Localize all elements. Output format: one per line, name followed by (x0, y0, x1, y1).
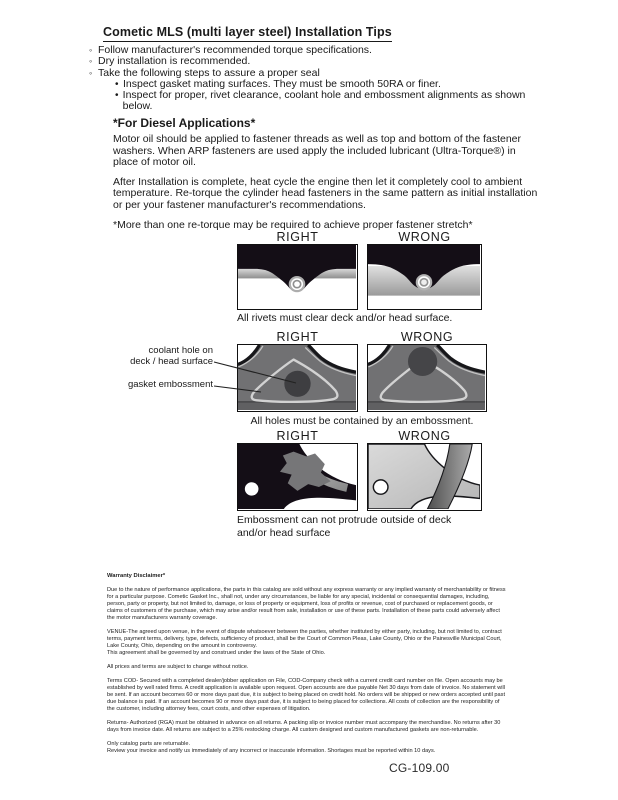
right-label: RIGHT (276, 429, 319, 443)
embossment-caption (237, 514, 477, 540)
tip-text: Take the following steps to assure a proper seal (98, 66, 320, 79)
rivet-caption: All rivets must clear deck and/or head surface. (237, 312, 453, 324)
wrong-label: WRONG (398, 429, 451, 443)
list-item (89, 90, 539, 113)
coolant-hole-wrong-diagram (367, 344, 487, 412)
disclaimer-paragraph: This agreement shall be governed by and construed under the laws of the State of Ohio. (107, 650, 326, 656)
gasket-embossment-label: gasket embossment (127, 379, 213, 390)
coolant-hole-label (100, 345, 213, 367)
rivet-wrong-diagram (367, 244, 482, 310)
filled-bullet-icon: • (115, 90, 119, 102)
wrong-label: WRONG (400, 330, 454, 344)
page-title: Cometic MLS (multi layer steel) Installation Tips (103, 25, 392, 42)
tip-text: Follow manufacturer's recommended torque specifications. (98, 44, 372, 56)
installation-tips-list (89, 45, 539, 113)
retorque-note: *More than one re-torque may be required to achieve proper fastener stretch* (113, 219, 473, 232)
open-bullet-icon: ◦ (89, 56, 93, 67)
disclaimer-paragraph: Due to the nature of performance applications, the parts in this catalog are sold without any express warranty or any implied warranty of merchantability or fitness for a particular purpose. Cometic Gasket Inc., shall not, under any circumstances, be liable for any special, incidental or consequential damages, including, person, party or property, but not limited to, damage, or loss of property or equipment, loss of profits or revenue, cost of purchased or replacement goods, or claims of customers of the purchase, which may arise and/or result from sale, installation or use of these parts. Installation of these parts could adversely affect the motor manufacturers warranty coverage. (107, 587, 506, 621)
disclaimer-paragraph: VENUE-The agreed upon venue, in the event of dispute whatsoever between the parties, whether instituted by either party, including, but not limited to, contract terms, payment terms, delivery, type, defects, sufficiency of product, shall be the Court of Common Pleas, Lake County, Ohio or the Painesville Municipal Court, Lake County, Ohio, depending on the amount in controversy. (107, 629, 502, 649)
hole-outside-illustration (368, 345, 485, 410)
right-label: RIGHT (276, 230, 319, 244)
embossment-wrong-diagram (367, 443, 482, 511)
disclaimer-paragraph: All prices and terms are subject to change without notice. (107, 664, 249, 670)
tip-text: Dry installation is recommended. (98, 55, 251, 68)
disclaimer-paragraph: Review your invoice and notify us immediately of any incorrect or inaccurate information. Shortages must be reported within 10 days. (107, 748, 436, 754)
tip-text: Inspect gasket mating surfaces. They must be smooth 50RA or finer. (123, 77, 441, 90)
embossment-caption-line1: Embossment can not protrude outside of deck (237, 514, 452, 526)
holes-caption: All holes must be contained by an embossment. (250, 415, 474, 427)
page-code: CG-109.00 (389, 761, 450, 775)
list-item (89, 56, 539, 67)
warranty-disclaimer (107, 573, 507, 755)
diesel-heading: *For Diesel Applications* (113, 116, 256, 130)
embossment-caption-line2: and/or head surface (237, 527, 331, 539)
rivet-clear-illustration (238, 245, 356, 308)
rivet-right-diagram (237, 244, 358, 310)
coolant-hole-label-line1: coolant hole on (148, 345, 213, 356)
open-bullet-icon: ◦ (89, 45, 93, 55)
coolant-hole-label-line2: deck / head surface (130, 356, 213, 367)
disclaimer-paragraph: Returns- Authorized (RGA) must be obtained in advance on all returns. A packing slip or invoice number must accompany the merchandise. No returns after 30 days from invoice date. All returns are subject to a 25% restocking charge. All custom designed and custom manufactured gaskets are non-returnable. (107, 720, 501, 733)
diesel-paragraph: After Installation is complete, heat cycle the engine then let it completely cool to ambient temperature. Re-torque the cylinder head fasteners in the same pattern as initial installation or per your fastener manufacturer's recommendations. (113, 176, 538, 211)
filled-bullet-icon: • (115, 78, 119, 90)
diesel-paragraph: Motor oil should be applied to fastener threads as well as top and bottom of the fastener washers. When ARP fasteners are used apply the included lubricant (Ultra-Torque®) in place of motor oil. (113, 133, 521, 168)
embossment-inside-illustration (238, 444, 356, 509)
disclaimer-paragraph: Terms COD- Secured with a completed dealer/jobber application on File, COD-Company check with a current credit card number on file. Open accounts may be established by well rated firms. A credit application is available upon request. Open accounts are due payable Net 30 days from date of invoice. No statement will be sent. If an account becomes 60 or more days past due, it is subject to being placed on credit hold. No orders will be shipped or new orders accepted until past due balance is paid. If an account becomes 90 or more days past due, it is subject to being placed for collections. All costs of collection are the responsibility of the customer, including attorney fees, court costs, and other expenses of litigation. (107, 678, 506, 712)
tip-text: Inspect for proper, rivet clearance, coolant hole and embossment alignments as shown below. (122, 89, 526, 113)
embossment-protruding-illustration (368, 444, 480, 509)
wrong-label: WRONG (398, 230, 451, 244)
right-label: RIGHT (276, 330, 319, 344)
disclaimer-heading: Warranty Disclaimer* (107, 573, 166, 579)
coolant-hole-right-diagram (237, 344, 358, 412)
rivet-overlap-illustration (368, 245, 480, 308)
hole-contained-illustration (238, 345, 356, 410)
embossment-right-diagram (237, 443, 358, 511)
open-bullet-icon: ◦ (89, 67, 93, 78)
diesel-section (113, 118, 541, 240)
disclaimer-paragraph: Only catalog parts are returnable. (107, 741, 191, 747)
